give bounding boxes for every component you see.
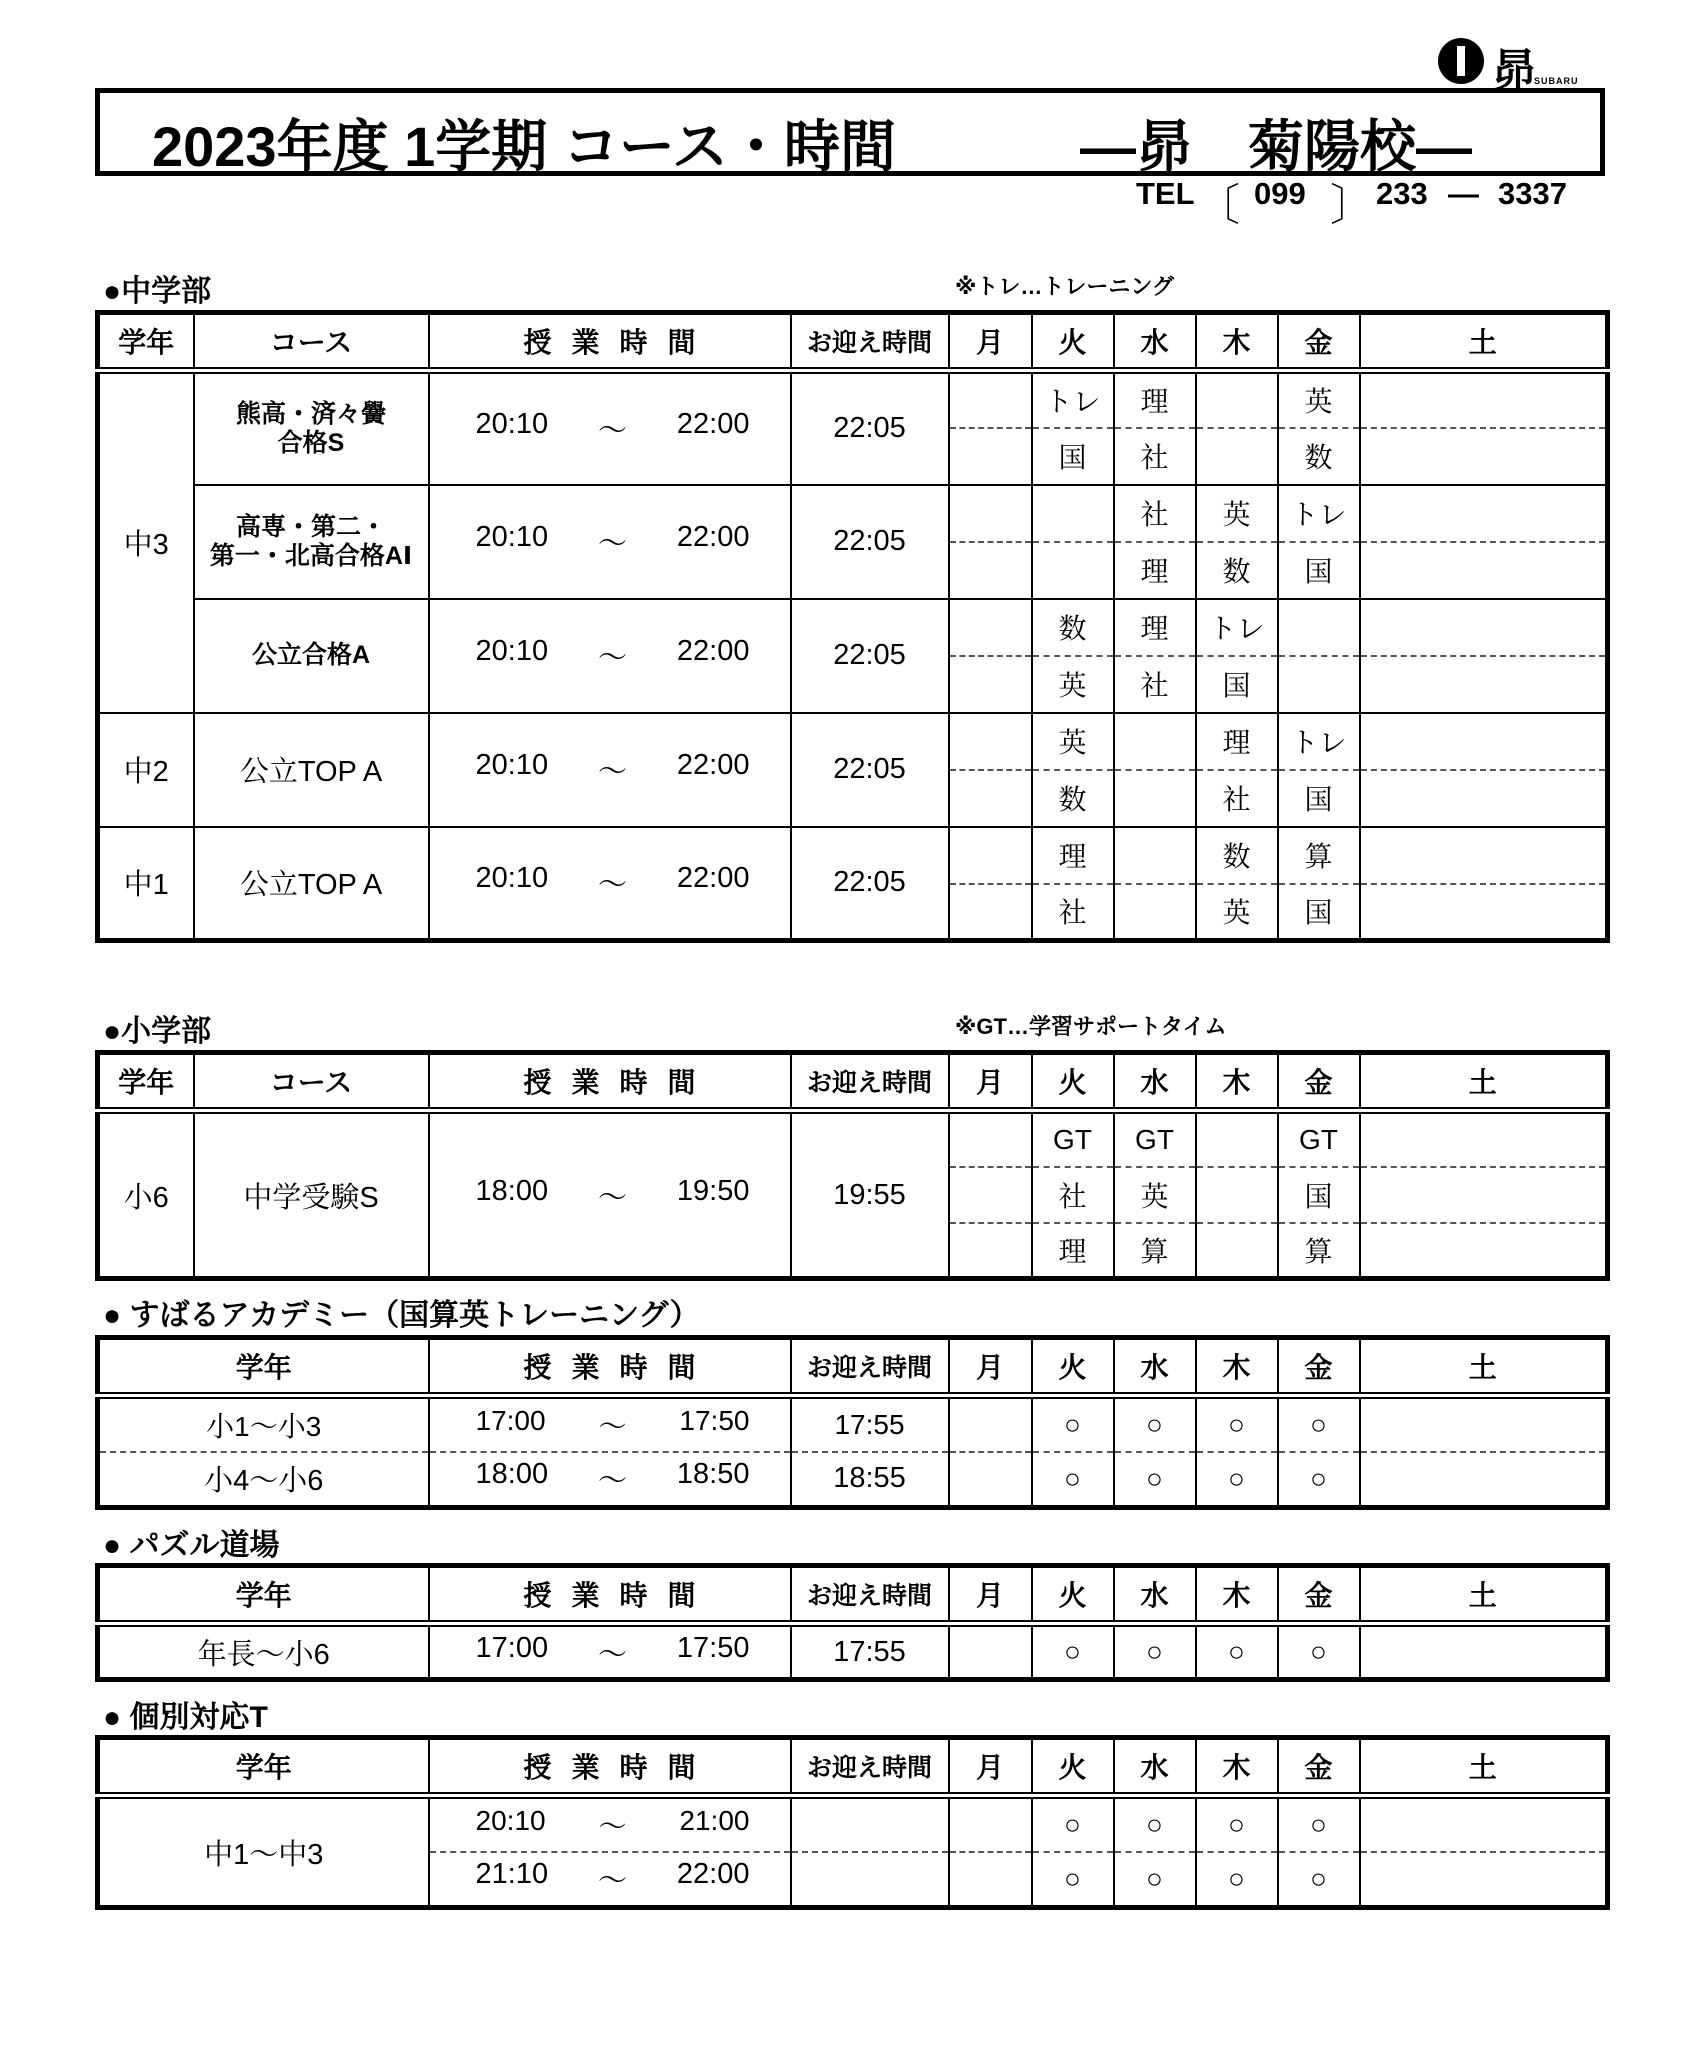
pickup-cell [791, 1852, 949, 1908]
time-cell [429, 1396, 791, 1452]
col-pickup: お迎え時間 [791, 1053, 949, 1111]
day-cell [949, 1111, 1032, 1167]
day-cell [1360, 827, 1608, 884]
pickup-cell: 17:55 [791, 1624, 949, 1680]
course-cell: 公立TOP A [194, 827, 429, 941]
logo-mark-icon [1438, 38, 1484, 84]
end-time: 22:00 [676, 749, 750, 781]
day-cell: 国 [1032, 428, 1114, 485]
table-header-row [98, 1738, 1608, 1796]
day-cell: 社 [1114, 485, 1196, 542]
day-cell [949, 542, 1032, 599]
col-pickup: お迎え時間 [791, 313, 949, 371]
day-cell: ○ [1278, 1452, 1360, 1508]
day-cell: ○ [1278, 1852, 1360, 1908]
col-time: 授業時間 [429, 1053, 791, 1111]
puzzle-heading: ● パズル道場 [103, 1529, 280, 1562]
col-thu: 木 [1196, 313, 1278, 371]
day-cell: ○ [1114, 1852, 1196, 1908]
col-wed: 水 [1114, 1566, 1196, 1624]
start-time: 20:10 [475, 1804, 546, 1836]
col-tue: 火 [1032, 313, 1114, 371]
day-cell: 理 [1114, 599, 1196, 656]
tilde: ～ [597, 1465, 627, 1498]
time-cell [429, 713, 791, 827]
day-cell: 社 [1114, 428, 1196, 485]
pickup-cell: 18:55 [791, 1452, 949, 1508]
day-cell: GT [1032, 1111, 1114, 1167]
day-cell: 算 [1114, 1223, 1196, 1279]
day-cell [949, 1167, 1032, 1223]
col-tue: 火 [1032, 1738, 1114, 1796]
day-cell: トレ [1032, 371, 1114, 428]
col-wed: 水 [1114, 1738, 1196, 1796]
day-cell: ○ [1196, 1852, 1278, 1908]
day-cell: ○ [1114, 1796, 1196, 1852]
tilde: ～ [598, 1810, 627, 1842]
day-cell [1360, 1111, 1608, 1167]
start-time: 17:00 [475, 1631, 549, 1664]
tilde: ～ [597, 415, 627, 448]
day-cell [949, 1452, 1032, 1508]
day-cell [1360, 485, 1608, 542]
day-cell [1360, 1624, 1608, 1680]
day-cell: 英 [1032, 713, 1114, 770]
time-cell [429, 1852, 791, 1908]
day-cell [949, 1624, 1032, 1680]
grade-cell: 中1～中3 [98, 1796, 429, 1908]
course-cell: 公立合格A [194, 599, 429, 713]
day-cell [1360, 599, 1608, 656]
col-sat: 土 [1360, 1053, 1608, 1111]
day-cell: 数 [1196, 827, 1278, 884]
grade-cell: 中3 [98, 371, 194, 713]
day-cell [1360, 542, 1608, 599]
col-tue: 火 [1032, 1053, 1114, 1111]
pickup-cell: 19:55 [791, 1111, 949, 1279]
day-cell: 数 [1032, 770, 1114, 827]
col-grade: 学年 [98, 1566, 429, 1624]
day-cell: 社 [1114, 656, 1196, 713]
pickup-cell: 22:05 [791, 599, 949, 713]
grade-cell: 年長～小6 [98, 1624, 429, 1680]
col-mon: 月 [949, 1566, 1032, 1624]
time-cell [429, 1111, 791, 1279]
start-time: 18:00 [475, 1458, 549, 1491]
col-grade: 学年 [98, 313, 194, 371]
day-cell: ○ [1278, 1796, 1360, 1852]
day-cell [1032, 485, 1114, 542]
col-wed: 水 [1114, 1338, 1196, 1396]
day-cell [949, 428, 1032, 485]
day-cell [1278, 599, 1360, 656]
title-box [95, 88, 1605, 176]
day-cell [949, 1796, 1032, 1852]
day-cell: 算 [1278, 1223, 1360, 1279]
start-time: 20:10 [475, 862, 549, 895]
day-cell [1196, 1111, 1278, 1167]
time-cell [429, 827, 791, 941]
tilde: ～ [597, 1181, 627, 1214]
course-cell: 公立TOP A [194, 713, 429, 827]
day-cell: ○ [1114, 1452, 1196, 1508]
tilde: ～ [597, 528, 627, 560]
day-cell: ○ [1278, 1624, 1360, 1680]
day-cell [949, 371, 1032, 428]
day-cell: ○ [1032, 1796, 1114, 1852]
col-grade: 学年 [98, 1053, 194, 1111]
pickup-cell: 22:05 [791, 827, 949, 941]
day-cell [1360, 1852, 1608, 1908]
pickup-cell: 22:05 [791, 371, 949, 485]
day-cell [949, 485, 1032, 542]
tilde: ～ [597, 869, 627, 902]
tel-dash: ― [1448, 176, 1479, 211]
start-time: 20:10 [475, 749, 549, 781]
day-cell: 国 [1278, 770, 1360, 827]
start-time: 21:10 [475, 1858, 549, 1891]
academy-schedule-table [95, 1335, 1610, 1510]
table-row [98, 599, 1608, 656]
col-mon: 月 [949, 1738, 1032, 1796]
day-cell: 国 [1278, 884, 1360, 941]
table-row [98, 827, 1608, 884]
col-grade: 学年 [98, 1738, 429, 1796]
col-fri: 金 [1278, 1738, 1360, 1796]
end-time: 22:00 [676, 1858, 750, 1891]
day-cell [1196, 428, 1278, 485]
time-cell [429, 485, 791, 599]
day-cell: ○ [1114, 1396, 1196, 1452]
day-cell: 英 [1032, 656, 1114, 713]
day-cell: 社 [1032, 884, 1114, 941]
day-cell: ○ [1196, 1796, 1278, 1852]
col-mon: 月 [949, 1053, 1032, 1111]
tilde: ～ [597, 1638, 627, 1671]
time-cell [429, 1624, 791, 1680]
end-time: 19:50 [676, 1174, 750, 1207]
tilde: ～ [597, 756, 627, 788]
col-wed: 水 [1114, 1053, 1196, 1111]
tel-local: 233 [1376, 176, 1428, 211]
individual-schedule-table [95, 1735, 1610, 1910]
col-time: 授業時間 [429, 1338, 791, 1396]
tel-bracket-open: 〔 [1196, 181, 1240, 230]
time-cell [429, 371, 791, 485]
start-time: 20:10 [475, 635, 549, 667]
day-cell: ○ [1032, 1452, 1114, 1508]
day-cell [1360, 428, 1608, 485]
end-time: 17:50 [676, 1631, 750, 1664]
start-time: 20:10 [475, 408, 549, 441]
day-cell [949, 827, 1032, 884]
end-time: 22:00 [676, 635, 750, 667]
day-cell: ○ [1196, 1452, 1278, 1508]
end-time: 17:50 [679, 1404, 750, 1436]
table-row [98, 1452, 1608, 1508]
day-cell [949, 770, 1032, 827]
day-cell [1360, 1396, 1608, 1452]
day-cell [949, 884, 1032, 941]
day-cell: 数 [1032, 599, 1114, 656]
day-cell: ○ [1196, 1396, 1278, 1452]
day-cell [949, 1852, 1032, 1908]
day-cell [1360, 371, 1608, 428]
day-cell: トレ [1196, 599, 1278, 656]
day-cell: 数 [1278, 428, 1360, 485]
day-cell: 英 [1114, 1167, 1196, 1223]
day-cell [1360, 1452, 1608, 1508]
col-fri: 金 [1278, 1053, 1360, 1111]
pickup-cell: 17:55 [791, 1396, 949, 1452]
grade-cell: 小1～小3 [98, 1396, 429, 1452]
day-cell [1278, 656, 1360, 713]
day-cell: 国 [1278, 1167, 1360, 1223]
col-thu: 木 [1196, 1338, 1278, 1396]
logo-glyph: 昴 [1492, 45, 1536, 96]
day-cell [1360, 1223, 1608, 1279]
day-cell: 社 [1196, 770, 1278, 827]
individual-heading: ● 個別対応T [103, 1701, 268, 1734]
col-wed: 水 [1114, 313, 1196, 371]
tilde: ～ [597, 642, 627, 674]
day-cell [1360, 656, 1608, 713]
day-cell: GT [1114, 1111, 1196, 1167]
col-fri: 金 [1278, 1338, 1360, 1396]
col-pickup: お迎え時間 [791, 1738, 949, 1796]
start-time: 20:10 [475, 521, 549, 553]
day-cell [949, 713, 1032, 770]
col-sat: 土 [1360, 313, 1608, 371]
col-course: コース [194, 1053, 429, 1111]
pickup-cell: 22:05 [791, 713, 949, 827]
col-thu: 木 [1196, 1053, 1278, 1111]
course-line: 熊高・済々黌 [235, 400, 386, 428]
day-cell: 英 [1196, 884, 1278, 941]
day-cell: 理 [1032, 827, 1114, 884]
table-row [98, 1111, 1608, 1167]
middle-note: ※トレ…トレーニング [955, 274, 1174, 299]
end-time: 18:50 [676, 1458, 750, 1491]
day-cell [949, 1223, 1032, 1279]
day-cell: 国 [1196, 656, 1278, 713]
day-cell: 理 [1032, 1223, 1114, 1279]
day-cell [1114, 827, 1196, 884]
end-time: 21:00 [679, 1804, 750, 1836]
day-cell [1196, 1223, 1278, 1279]
table-header-row [98, 1338, 1608, 1396]
day-cell [1360, 770, 1608, 827]
col-time: 授業時間 [429, 313, 791, 371]
day-cell [949, 599, 1032, 656]
grade-cell: 小6 [98, 1111, 194, 1279]
puzzle-schedule-table [95, 1563, 1610, 1682]
day-cell [1114, 884, 1196, 941]
academy-heading: ● すばるアカデミー（国算英トレーニング） [103, 1299, 700, 1332]
day-cell [1360, 1167, 1608, 1223]
course-cell [194, 485, 429, 599]
day-cell: 国 [1278, 542, 1360, 599]
page-title: 2023年度 1学期 コース・時間 [152, 115, 897, 178]
grade-cell: 中2 [98, 713, 194, 827]
col-tue: 火 [1032, 1566, 1114, 1624]
day-cell: ○ [1114, 1624, 1196, 1680]
table-row [98, 1624, 1608, 1680]
col-mon: 月 [949, 313, 1032, 371]
time-cell [429, 599, 791, 713]
day-cell: ○ [1278, 1396, 1360, 1452]
day-cell [1114, 770, 1196, 827]
day-cell: 社 [1032, 1167, 1114, 1223]
middle-schedule-table [95, 310, 1610, 943]
col-thu: 木 [1196, 1738, 1278, 1796]
day-cell [1360, 713, 1608, 770]
col-sat: 土 [1360, 1338, 1608, 1396]
logo-subtitle: SUBARU [1534, 76, 1579, 86]
day-cell: 理 [1114, 371, 1196, 428]
day-cell: 算 [1278, 827, 1360, 884]
table-header-row [98, 1566, 1608, 1624]
col-time: 授業時間 [429, 1738, 791, 1796]
day-cell [949, 1396, 1032, 1452]
middle-heading: ●中学部 [103, 275, 212, 308]
start-time: 17:00 [475, 1404, 546, 1436]
grade-cell: 小4～小6 [98, 1452, 429, 1508]
day-cell [1196, 1167, 1278, 1223]
course-cell [194, 371, 429, 485]
table-header-row [98, 1053, 1608, 1111]
elementary-schedule-table [95, 1050, 1610, 1281]
day-cell [1360, 884, 1608, 941]
end-time: 22:00 [676, 408, 750, 441]
col-course: コース [194, 313, 429, 371]
col-mon: 月 [949, 1338, 1032, 1396]
day-cell: 数 [1196, 542, 1278, 599]
table-row [98, 1396, 1608, 1452]
day-cell: ○ [1196, 1624, 1278, 1680]
tel-bracket-close: 〕 [1330, 181, 1374, 230]
table-row [98, 371, 1608, 428]
table-row [98, 485, 1608, 542]
table-header-row [98, 313, 1608, 371]
col-pickup: お迎え時間 [791, 1566, 949, 1624]
tel-number: 3337 [1498, 176, 1567, 211]
day-cell: 英 [1196, 485, 1278, 542]
school-logo [1438, 38, 1588, 96]
col-sat: 土 [1360, 1738, 1608, 1796]
day-cell [949, 656, 1032, 713]
tel-label: TEL [1136, 176, 1195, 211]
col-fri: 金 [1278, 1566, 1360, 1624]
elementary-note: ※GT…学習サポートタイム [955, 1014, 1227, 1039]
day-cell [1032, 542, 1114, 599]
day-cell: 理 [1196, 713, 1278, 770]
table-row [98, 1796, 1608, 1852]
day-cell: トレ [1278, 713, 1360, 770]
end-time: 22:00 [676, 521, 750, 553]
col-thu: 木 [1196, 1566, 1278, 1624]
day-cell: ○ [1032, 1396, 1114, 1452]
day-cell: ○ [1032, 1852, 1114, 1908]
elementary-heading: ●小学部 [103, 1015, 212, 1048]
time-cell [429, 1452, 791, 1508]
pickup-cell: 22:05 [791, 485, 949, 599]
end-time: 22:00 [676, 862, 750, 895]
col-time: 授業時間 [429, 1566, 791, 1624]
tel-area: 099 [1254, 176, 1306, 211]
day-cell [1196, 371, 1278, 428]
course-line: 第一・北高合格AⅠ [209, 541, 413, 570]
time-cell [429, 1796, 791, 1852]
day-cell: GT [1278, 1111, 1360, 1167]
day-cell: 理 [1114, 542, 1196, 599]
course-line: 合格S [277, 428, 345, 457]
day-cell [1360, 1796, 1608, 1852]
school-name: ―昴 菊陽校― [1080, 115, 1472, 178]
tilde: ～ [598, 1410, 627, 1442]
col-grade: 学年 [98, 1338, 429, 1396]
col-tue: 火 [1032, 1338, 1114, 1396]
course-cell: 中学受験S [194, 1111, 429, 1279]
day-cell: トレ [1278, 485, 1360, 542]
col-pickup: お迎え時間 [791, 1338, 949, 1396]
col-sat: 土 [1360, 1566, 1608, 1624]
day-cell [1114, 713, 1196, 770]
col-fri: 金 [1278, 313, 1360, 371]
pickup-cell [791, 1796, 949, 1852]
start-time: 18:00 [475, 1174, 549, 1207]
day-cell: 英 [1278, 371, 1360, 428]
grade-cell: 中1 [98, 827, 194, 941]
tilde: ～ [597, 1865, 627, 1898]
table-row [98, 713, 1608, 770]
course-line: 高専・第二・ [235, 512, 386, 541]
day-cell: ○ [1032, 1624, 1114, 1680]
